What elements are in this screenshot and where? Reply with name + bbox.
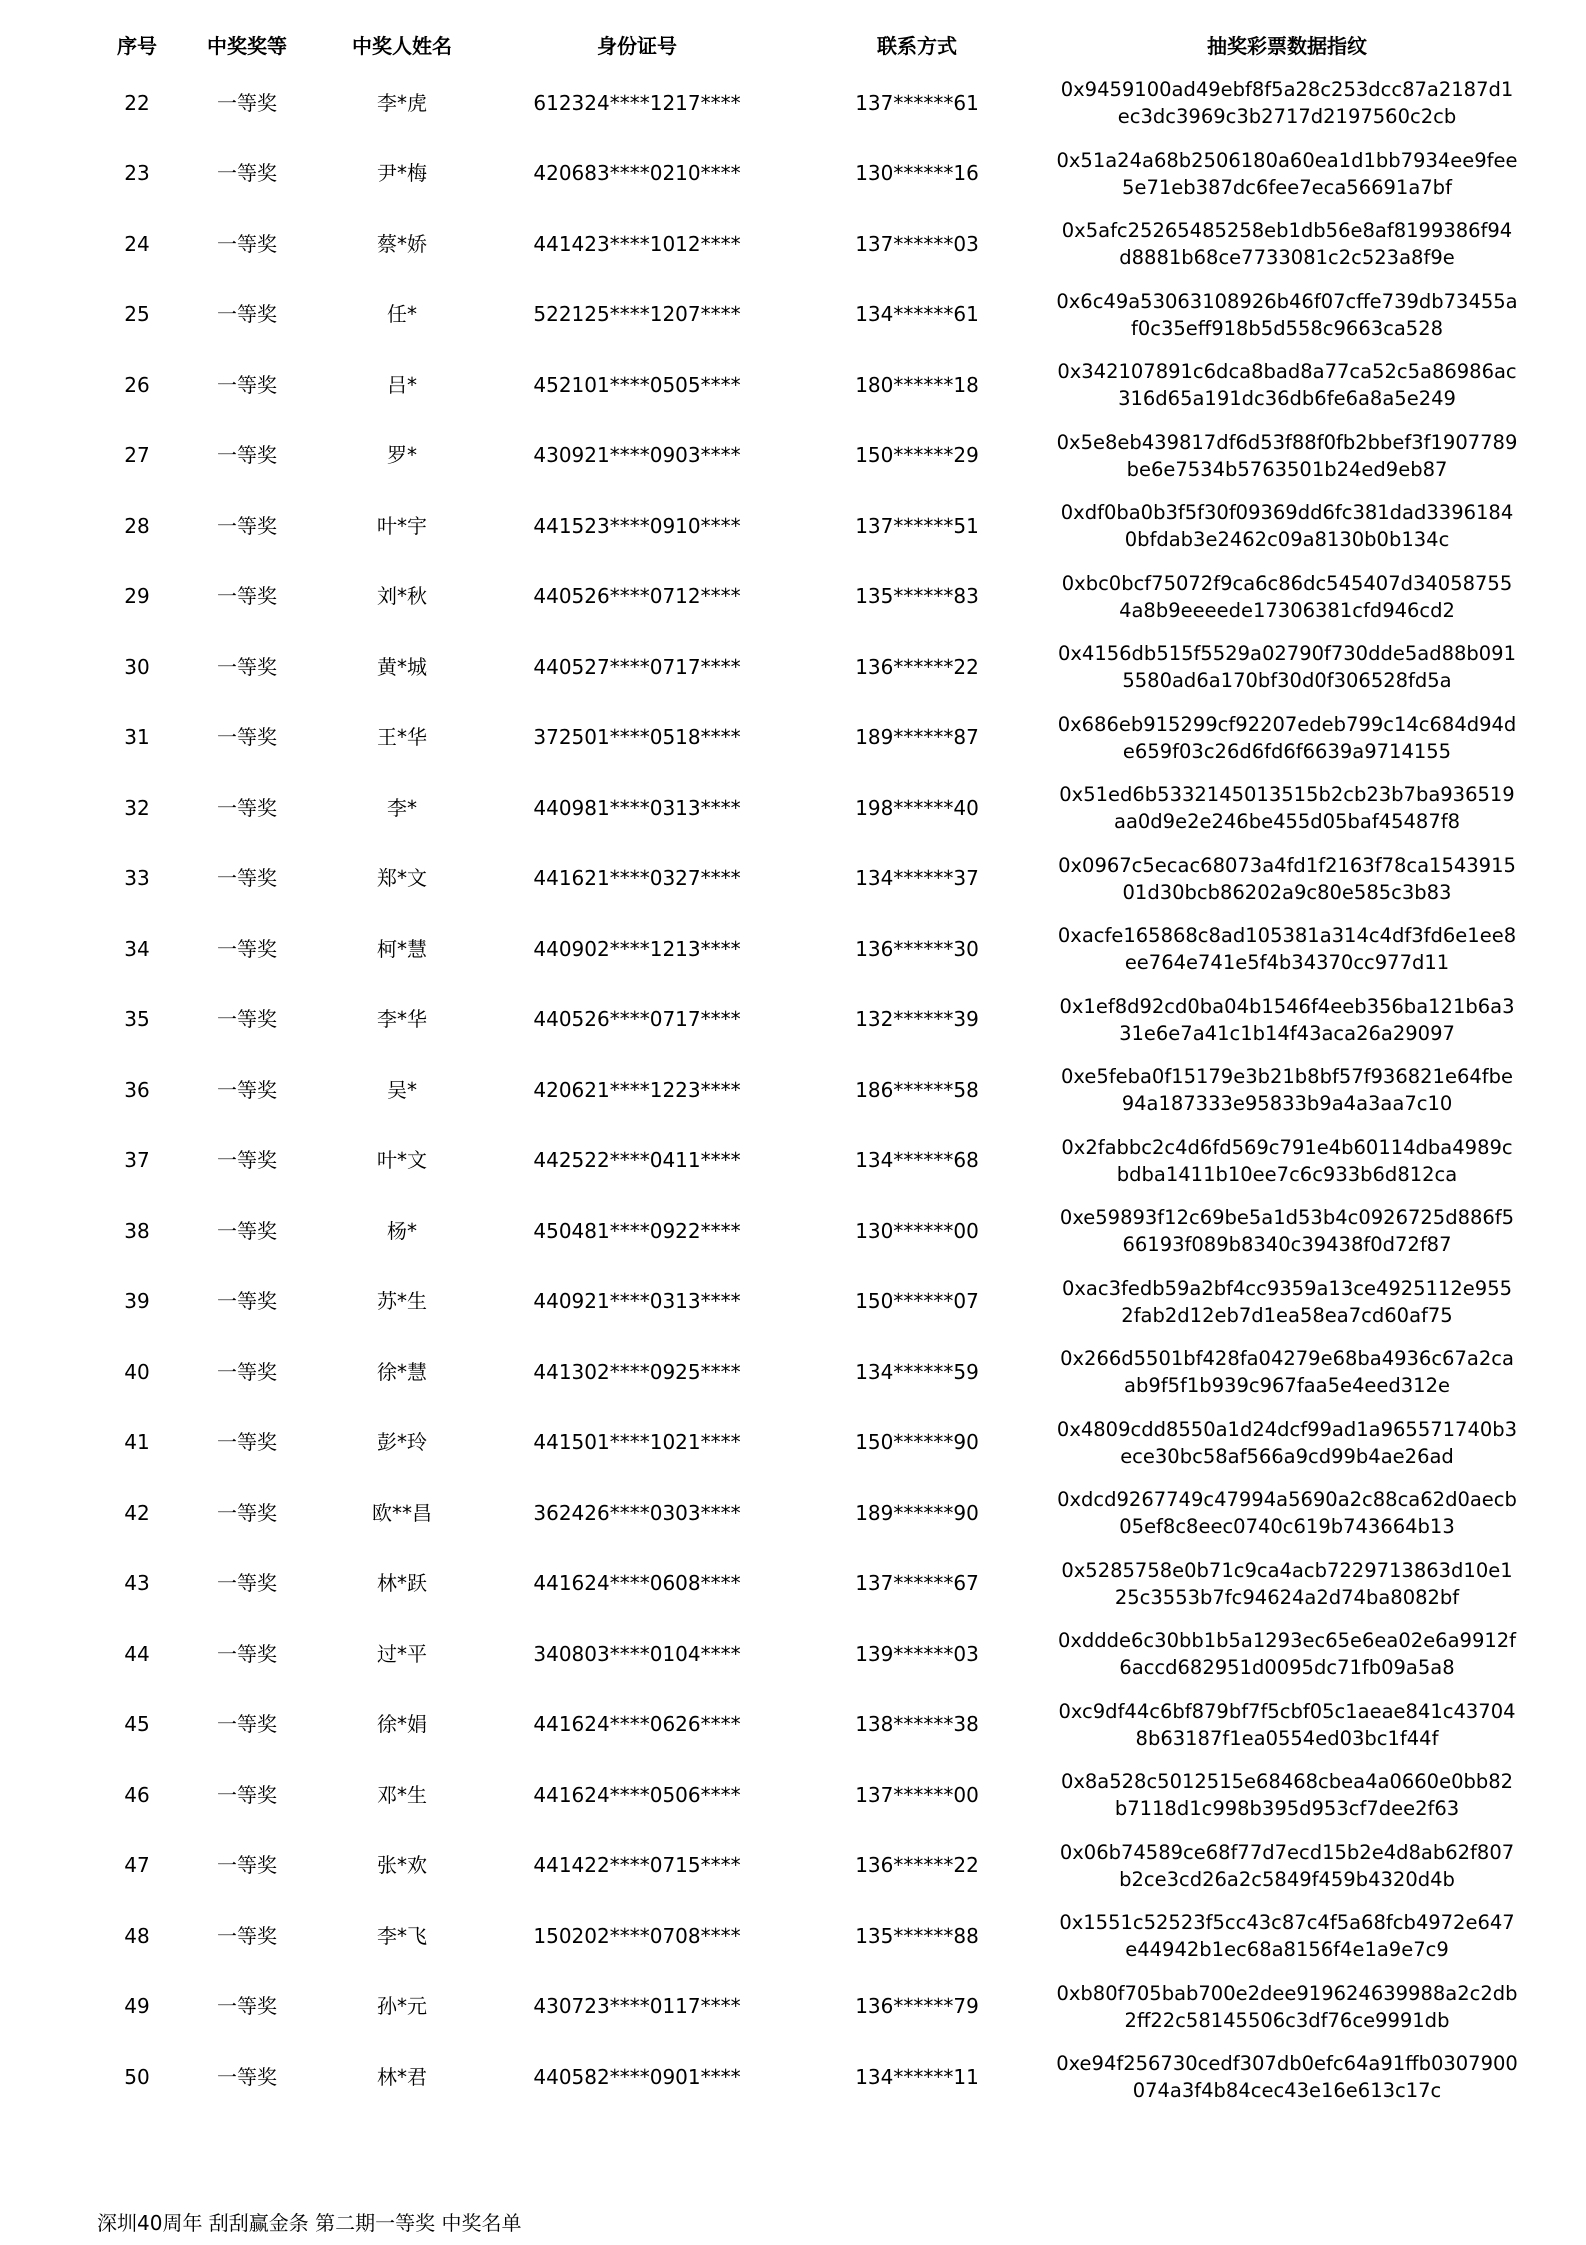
- header-phone: 联系方式: [877, 33, 957, 58]
- cell-data-fingerprint: 0x6c49a53063108926b46f07cffe739db73455af0c35eff918b5d558c9663ca528: [1056, 289, 1518, 340]
- cell-phone: 137******61: [855, 90, 979, 115]
- cell-seq: 25: [124, 302, 150, 327]
- cell-name: 刘*秋: [377, 584, 427, 609]
- cell-data-fingerprint: 0xe5feba0f15179e3b21b8bf57f936821e64fbe94a187333e95833b9a4a3aa7c10: [1060, 1065, 1514, 1116]
- cell-phone: 180******18: [855, 372, 979, 397]
- cell-grade: 一等奖: [217, 1994, 277, 2019]
- cell-data-fingerprint: 0x9459100ad49ebf8f5a28c253dcc87a2187d1ec3dc3969c3b2717d2197560c2cb: [1060, 78, 1514, 129]
- cell-name: 林*跃: [377, 1571, 427, 1596]
- cell-name: 林*君: [377, 2064, 427, 2089]
- table-row: [92, 139, 1522, 210]
- cell-data-fingerprint: 0x342107891c6dca8bad8a77ca52c5a86986ac316d65a191dc36db6fe6a8a5e249: [1057, 360, 1517, 411]
- table-row: [92, 1760, 1522, 1831]
- cell-seq: 23: [124, 161, 150, 186]
- cell-name: 黄*城: [377, 654, 427, 679]
- table-row: [92, 1408, 1522, 1479]
- cell-id-number: 440921****0313****: [533, 1289, 741, 1314]
- cell-id-number: 440526****0712****: [533, 584, 741, 609]
- cell-id-number: 420621****1223****: [533, 1077, 741, 1102]
- cell-data-fingerprint: 0xbc0bcf75072f9ca6c86dc545407d340587554a8b9eeeede17306381cfd946cd2: [1061, 571, 1513, 622]
- cell-data-fingerprint: 0x51a24a68b2506180a60ea1d1bb7934ee9fee5e71eb387dc6fee7eca56691a7bf: [1056, 148, 1518, 199]
- cell-id-number: 430723****0117****: [533, 1994, 741, 2019]
- cell-grade: 一等奖: [217, 1853, 277, 1878]
- cell-id-number: 450481****0922****: [533, 1218, 741, 1243]
- cell-name: 吴*: [387, 1077, 417, 1102]
- table-row: [92, 703, 1522, 774]
- cell-phone: 134******11: [855, 2064, 979, 2089]
- cell-id-number: 441624****0626****: [533, 1712, 741, 1737]
- table-row: [92, 1126, 1522, 1197]
- cell-phone: 132******39: [855, 1007, 979, 1032]
- cell-seq: 35: [124, 1007, 150, 1032]
- cell-name: 孙*元: [377, 1994, 427, 2019]
- cell-name: 郑*文: [377, 866, 427, 891]
- cell-phone: 134******61: [855, 302, 979, 327]
- cell-phone: 137******03: [855, 231, 979, 256]
- cell-data-fingerprint: 0x5e8eb439817df6d53f88f0fb2bbef3f1907789be6e7534b5763501b24ed9eb87: [1056, 430, 1518, 481]
- cell-grade: 一等奖: [217, 1218, 277, 1243]
- cell-grade: 一等奖: [217, 725, 277, 750]
- cell-id-number: 150202****0708****: [533, 1923, 741, 1948]
- cell-phone: 139******03: [855, 1641, 979, 1666]
- cell-grade: 一等奖: [217, 1007, 277, 1032]
- cell-id-number: 441624****0506****: [533, 1782, 741, 1807]
- table-row: [92, 2042, 1522, 2113]
- cell-phone: 150******29: [855, 443, 979, 468]
- cell-id-number: 522125****1207****: [533, 302, 741, 327]
- cell-seq: 48: [124, 1923, 150, 1948]
- cell-phone: 189******90: [855, 1500, 979, 1525]
- cell-id-number: 440526****0717****: [533, 1007, 741, 1032]
- cell-grade: 一等奖: [217, 866, 277, 891]
- cell-grade: 一等奖: [217, 584, 277, 609]
- cell-phone: 138******38: [855, 1712, 979, 1737]
- cell-name: 李*: [387, 795, 417, 820]
- cell-id-number: 340803****0104****: [533, 1641, 741, 1666]
- cell-name: 吕*: [387, 372, 417, 397]
- cell-seq: 28: [124, 513, 150, 538]
- cell-grade: 一等奖: [217, 654, 277, 679]
- cell-phone: 136******30: [855, 936, 979, 961]
- cell-name: 徐*慧: [377, 1359, 427, 1384]
- cell-seq: 31: [124, 725, 150, 750]
- cell-name: 叶*文: [377, 1148, 427, 1173]
- cell-data-fingerprint: 0xacfe165868c8ad105381a314c4df3fd6e1ee8ee764e741e5f4b34370cc977d11: [1057, 924, 1517, 975]
- cell-data-fingerprint: 0x4156db515f5529a02790f730dde5ad88b0915580ad6a170bf30d0f306528fd5a: [1057, 642, 1516, 693]
- table-row: [92, 209, 1522, 280]
- cell-phone: 137******00: [855, 1782, 979, 1807]
- cell-data-fingerprint: 0x06b74589ce68f77d7ecd15b2e4d8ab62f807b2ce3cd26a2c5849f459b4320d4b: [1059, 1840, 1515, 1891]
- table-row: [92, 1901, 1522, 1972]
- cell-id-number: 612324****1217****: [533, 90, 741, 115]
- cell-name: 邓*生: [377, 1782, 427, 1807]
- cell-name: 彭*玲: [377, 1430, 427, 1455]
- cell-data-fingerprint: 0xddde6c30bb1b5a1293ec65e6ea02e6a9912f6accd682951d0095dc71fb09a5a8: [1057, 1629, 1517, 1680]
- cell-id-number: 441423****1012****: [533, 231, 741, 256]
- cell-id-number: 372501****0518****: [533, 725, 741, 750]
- cell-name: 苏*生: [377, 1289, 427, 1314]
- cell-seq: 27: [124, 443, 150, 468]
- cell-id-number: 441501****1021****: [533, 1430, 741, 1455]
- cell-grade: 一等奖: [217, 1641, 277, 1666]
- cell-id-number: 430921****0903****: [533, 443, 741, 468]
- cell-data-fingerprint: 0xe59893f12c69be5a1d53b4c0926725d886f566193f089b8340c39438f0d72f87: [1059, 1206, 1515, 1257]
- cell-seq: 49: [124, 1994, 150, 2019]
- cell-id-number: 441523****0910****: [533, 513, 741, 538]
- cell-phone: 186******58: [855, 1077, 979, 1102]
- cell-phone: 135******88: [855, 1923, 979, 1948]
- table-row: [92, 1267, 1522, 1338]
- cell-seq: 24: [124, 231, 150, 256]
- cell-grade: 一等奖: [217, 1571, 277, 1596]
- cell-name: 李*飞: [377, 1923, 427, 1948]
- cell-data-fingerprint: 0x266d5501bf428fa04279e68ba4936c67a2caab9f5f1b939c967faa5e4eed312e: [1060, 1347, 1514, 1398]
- cell-data-fingerprint: 0x0967c5ecac68073a4fd1f2163f78ca154391501d30bcb86202a9c80e585c3b83: [1058, 853, 1516, 904]
- table-row: [92, 491, 1522, 562]
- cell-id-number: 420683****0210****: [533, 161, 741, 186]
- cell-data-fingerprint: 0x1551c52523f5cc43c87c4f5a68fcb4972e647e44942b1ec68a8156f4e1a9e7c9: [1059, 1911, 1515, 1962]
- cell-grade: 一等奖: [217, 161, 277, 186]
- cell-id-number: 441302****0925****: [533, 1359, 741, 1384]
- cell-data-fingerprint: 0xe94f256730cedf307db0efc64a91ffb0307900074a3f4b84cec43e16e613c17c: [1056, 2052, 1518, 2103]
- cell-id-number: 442522****0411****: [533, 1148, 741, 1173]
- cell-grade: 一等奖: [217, 1289, 277, 1314]
- cell-seq: 36: [124, 1077, 150, 1102]
- cell-grade: 一等奖: [217, 1148, 277, 1173]
- cell-id-number: 440527****0717****: [533, 654, 741, 679]
- cell-grade: 一等奖: [217, 513, 277, 538]
- winners-table: [92, 20, 1522, 2113]
- winners-table-container: [92, 20, 1522, 2113]
- footer-caption: 深圳40周年 刮刮赢金条 第二期一等奖 中奖名单: [97, 2211, 522, 2235]
- cell-name: 李*华: [377, 1007, 427, 1032]
- table-body: [92, 68, 1522, 2113]
- cell-phone: 134******68: [855, 1148, 979, 1173]
- table-row: [92, 350, 1522, 421]
- cell-grade: 一等奖: [217, 1500, 277, 1525]
- cell-seq: 26: [124, 372, 150, 397]
- header-grade: 中奖奖等: [207, 33, 287, 58]
- cell-phone: 198******40: [855, 795, 979, 820]
- cell-name: 过*平: [377, 1641, 427, 1666]
- cell-grade: 一等奖: [217, 2064, 277, 2089]
- cell-name: 欧**昌: [372, 1500, 432, 1525]
- cell-seq: 29: [124, 584, 150, 609]
- cell-seq: 33: [124, 866, 150, 891]
- cell-seq: 43: [124, 1571, 150, 1596]
- table-row: [92, 1619, 1522, 1690]
- cell-seq: 50: [124, 2064, 150, 2089]
- table-row: [92, 1549, 1522, 1620]
- cell-phone: 134******59: [855, 1359, 979, 1384]
- cell-grade: 一等奖: [217, 1923, 277, 1948]
- cell-phone: 136******79: [855, 1994, 979, 2019]
- header-id: 身份证号: [597, 33, 677, 58]
- table-row: [92, 1196, 1522, 1267]
- cell-seq: 30: [124, 654, 150, 679]
- cell-phone: 136******22: [855, 1853, 979, 1878]
- cell-name: 叶*宇: [377, 513, 427, 538]
- cell-data-fingerprint: 0x4809cdd8550a1d24dcf99ad1a965571740b3ece30bc58af566a9cd99b4ae26ad: [1056, 1417, 1518, 1468]
- cell-data-fingerprint: 0xb80f705bab700e2dee919624639988a2c2db2ff22c58145506c3df76ce9991db: [1056, 1981, 1518, 2032]
- cell-grade: 一等奖: [217, 1430, 277, 1455]
- table-row: [92, 1478, 1522, 1549]
- table-header: [92, 20, 1522, 68]
- cell-name: 蔡*娇: [377, 231, 427, 256]
- table-row: [92, 562, 1522, 633]
- cell-data-fingerprint: 0xc9df44c6bf879bf7f5cbf05c1aeae841c437048b63187f1ea0554ed03bc1f44f: [1058, 1699, 1516, 1750]
- cell-grade: 一等奖: [217, 372, 277, 397]
- table-row: [92, 773, 1522, 844]
- cell-name: 尹*梅: [377, 161, 427, 186]
- cell-id-number: 441422****0715****: [533, 1853, 741, 1878]
- table-row: [92, 1055, 1522, 1126]
- cell-phone: 150******07: [855, 1289, 979, 1314]
- cell-phone: 137******67: [855, 1571, 979, 1596]
- table-row: [92, 632, 1522, 703]
- cell-phone: 189******87: [855, 725, 979, 750]
- cell-seq: 39: [124, 1289, 150, 1314]
- table-row: [92, 844, 1522, 915]
- cell-name: 杨*: [387, 1218, 417, 1243]
- cell-seq: 40: [124, 1359, 150, 1384]
- cell-phone: 134******37: [855, 866, 979, 891]
- cell-seq: 46: [124, 1782, 150, 1807]
- cell-grade: 一等奖: [217, 1782, 277, 1807]
- header-hash: 抽奖彩票数据指纹: [1207, 33, 1367, 58]
- cell-data-fingerprint: 0xdcd9267749c47994a5690a2c88ca62d0aecb05ef8c8eec0740c619b743664b13: [1057, 1488, 1517, 1539]
- cell-name: 任*: [387, 302, 417, 327]
- cell-seq: 22: [124, 90, 150, 115]
- cell-grade: 一等奖: [217, 302, 277, 327]
- table-row: [92, 1972, 1522, 2043]
- cell-data-fingerprint: 0x2fabbc2c4d6fd569c791e4b60114dba4989cbdba1411b10ee7c6c933b6d812ca: [1061, 1135, 1513, 1186]
- table-row: [92, 914, 1522, 985]
- cell-name: 李*虎: [377, 90, 427, 115]
- cell-name: 徐*娟: [377, 1712, 427, 1737]
- table-row: [92, 1831, 1522, 1902]
- cell-grade: 一等奖: [217, 1077, 277, 1102]
- cell-seq: 37: [124, 1148, 150, 1173]
- table-row: [92, 280, 1522, 351]
- cell-phone: 136******22: [855, 654, 979, 679]
- cell-name: 柯*慧: [377, 936, 427, 961]
- cell-name: 罗*: [387, 443, 417, 468]
- table-row: [92, 1337, 1522, 1408]
- cell-data-fingerprint: 0x8a528c5012515e68468cbea4a0660e0bb82b7118d1c998b395d953cf7dee2f63: [1060, 1770, 1514, 1821]
- cell-grade: 一等奖: [217, 90, 277, 115]
- cell-seq: 45: [124, 1712, 150, 1737]
- cell-id-number: 362426****0303****: [533, 1500, 741, 1525]
- cell-grade: 一等奖: [217, 231, 277, 256]
- cell-seq: 34: [124, 936, 150, 961]
- cell-grade: 一等奖: [217, 936, 277, 961]
- cell-id-number: 440582****0901****: [533, 2064, 741, 2089]
- header-seq: 序号: [117, 33, 157, 58]
- cell-grade: 一等奖: [217, 795, 277, 820]
- cell-phone: 150******90: [855, 1430, 979, 1455]
- cell-seq: 42: [124, 1500, 150, 1525]
- cell-grade: 一等奖: [217, 1712, 277, 1737]
- cell-name: 张*欢: [377, 1853, 427, 1878]
- cell-phone: 137******51: [855, 513, 979, 538]
- table-row: [92, 68, 1522, 139]
- cell-phone: 130******16: [855, 161, 979, 186]
- cell-id-number: 440902****1213****: [533, 936, 741, 961]
- cell-id-number: 452101****0505****: [533, 372, 741, 397]
- cell-id-number: 441624****0608****: [533, 1571, 741, 1596]
- cell-seq: 47: [124, 1853, 150, 1878]
- cell-data-fingerprint: 0x1ef8d92cd0ba04b1546f4eeb356ba121b6a331e6e7a41c1b14f43aca26a29097: [1059, 994, 1515, 1045]
- cell-data-fingerprint: 0xdf0ba0b3f5f30f09369dd6fc381dad33961840bfdab3e2462c09a8130b0b134c: [1060, 501, 1514, 552]
- cell-seq: 44: [124, 1641, 150, 1666]
- cell-grade: 一等奖: [217, 1359, 277, 1384]
- cell-data-fingerprint: 0x686eb915299cf92207edeb799c14c684d94de659f03c26d6fd6f6639a9714155: [1057, 712, 1517, 763]
- cell-name: 王*华: [377, 725, 427, 750]
- cell-data-fingerprint: 0x5afc25265485258eb1db56e8af8199386f94d8881b68ce7733081c2c523a8f9e: [1061, 219, 1513, 270]
- cell-phone: 135******83: [855, 584, 979, 609]
- cell-grade: 一等奖: [217, 443, 277, 468]
- header-name: 中奖人姓名: [352, 33, 452, 58]
- header-row: [92, 20, 1522, 68]
- cell-seq: 41: [124, 1430, 150, 1455]
- cell-seq: 32: [124, 795, 150, 820]
- table-row: [92, 1690, 1522, 1761]
- cell-id-number: 440981****0313****: [533, 795, 741, 820]
- table-row: [92, 421, 1522, 492]
- cell-data-fingerprint: 0x51ed6b5332145013515b2cb23b7ba936519aa0d9e2e246be455d05baf45487f8: [1059, 783, 1515, 834]
- cell-data-fingerprint: 0xac3fedb59a2bf4cc9359a13ce4925112e9552fab2d12eb7d1ea58ea7cd60af75: [1061, 1276, 1513, 1327]
- cell-data-fingerprint: 0x5285758e0b71c9ca4acb7229713863d10e125c3553b7fc94624a2d74ba8082bf: [1061, 1558, 1513, 1609]
- cell-phone: 130******00: [855, 1218, 979, 1243]
- table-row: [92, 985, 1522, 1056]
- cell-id-number: 441621****0327****: [533, 866, 741, 891]
- cell-seq: 38: [124, 1218, 150, 1243]
